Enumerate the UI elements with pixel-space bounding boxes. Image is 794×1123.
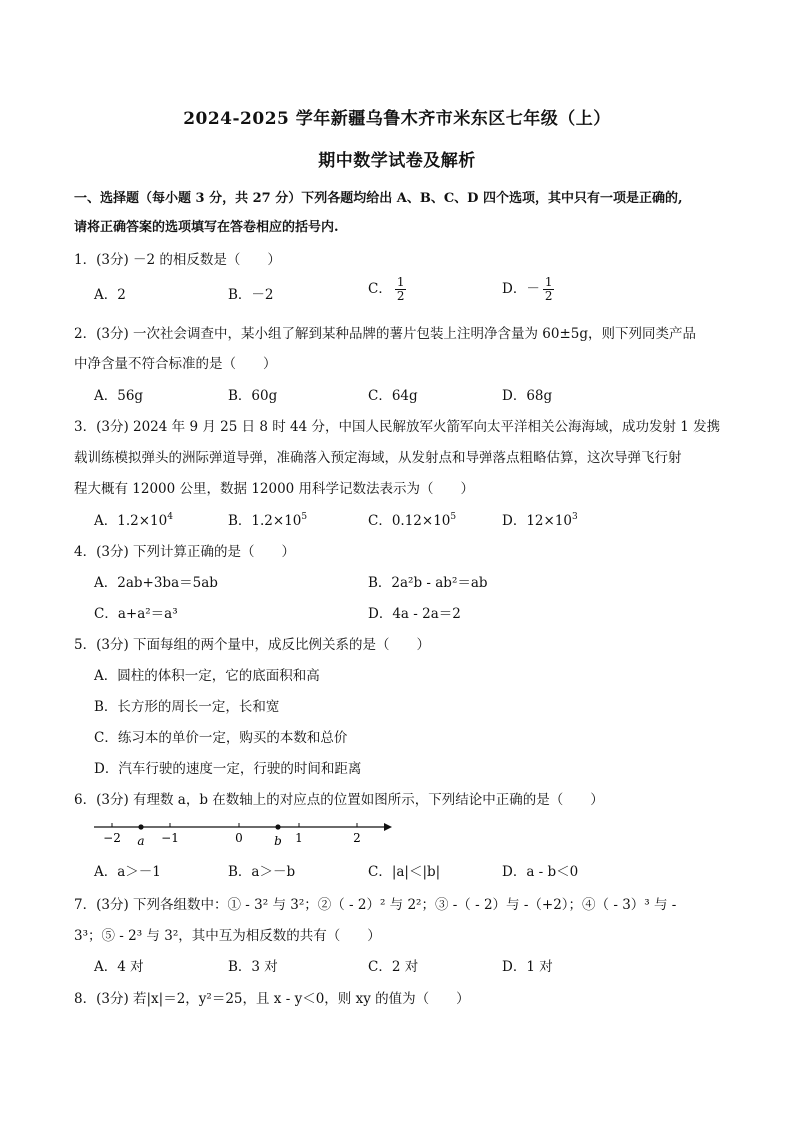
q1-option-d-label: D．－ <box>502 281 540 297</box>
q2-stem-line2: 中净含量不符合标准的是（ ） <box>74 356 277 372</box>
q3-stem-line2: 载训练模拟弹头的洲际弹道导弹，准确落入预定海域，从发射点和导弹落点粗略估算，这次导弹飞行射 <box>74 450 682 466</box>
fraction-numerator: 1 <box>396 275 405 289</box>
q3-option-b-exponent: 5 <box>301 512 308 522</box>
q6-option-d: D．a - b＜0 <box>502 864 579 880</box>
q7-option-d: D．1 对 <box>502 959 553 975</box>
q2-option-c: C．64g <box>368 388 418 404</box>
q6-stem: 6．(3分) 有理数 a，b 在数轴上的对应点的位置如图所示，下列结论中正确的是（ ） <box>74 792 604 808</box>
q3-option-d-exponent: 3 <box>572 512 578 522</box>
q3-option-d-base: D．12×10 <box>502 513 572 529</box>
q7-stem-line2: 3³；⑤ - 2³ 与 3²，其中互为相反数的共有（ ） <box>74 928 381 944</box>
q8-stem: 8．(3分) 若|x|＝2，y²＝25，且 x - y＜0，则 xy 的值为（ ） <box>74 991 470 1007</box>
q7-option-a: A．4 对 <box>94 959 144 975</box>
q1-option-a: A．2 <box>94 287 126 303</box>
q5-option-b: B．长方形的周长一定，长和宽 <box>94 699 280 715</box>
q2-option-b: B．60g <box>228 388 278 404</box>
q4-option-d: D．4a - 2a＝2 <box>368 606 461 622</box>
point-a-label: a <box>137 834 145 848</box>
q4-option-c: C．a+a²＝a³ <box>94 606 178 622</box>
q7-stem-line1: 7．(3分) 下列各组数中：① - 3² 与 3²；②（ - 2）² 与 2²；③ -（ - 2）与 -（+2）；④（ - 3）³ 与 - <box>74 897 677 913</box>
q6-option-a: A．a＞－1 <box>94 864 161 880</box>
q2-stem-line1: 2．(3分) 一次社会调查中，某小组了解到某种品牌的薯片包装上注明净含量为 60±5g，则下列同类产品 <box>74 326 697 342</box>
point-b-label: b <box>274 834 282 848</box>
q1-option-d-fraction <box>543 276 555 303</box>
q3-stem-line3: 程大概有 12000 公里，数据 12000 用科学记数法表示为（ ） <box>74 481 475 497</box>
q4-stem: 4．(3分) 下列计算正确的是（ ） <box>74 544 296 560</box>
q2-option-d: D．68g <box>502 388 553 404</box>
q3-option-a-base: A．1.2×10 <box>94 513 168 529</box>
q6-option-b: B．a＞－b <box>228 864 296 880</box>
q3-option-a-exponent: 4 <box>167 512 173 522</box>
tick-label-neg2: −2 <box>103 831 121 845</box>
q4-option-a: A．2ab+3ba＝5ab <box>94 575 218 591</box>
q4-option-b: B．2a²b - ab²＝ab <box>368 575 488 591</box>
q6-option-c: C．|a|＜|b| <box>368 864 441 880</box>
tick-label-neg1: −1 <box>161 831 179 845</box>
fraction-denominator: 2 <box>544 289 553 303</box>
q1-option-c <box>368 276 406 303</box>
q7-option-b: B．3 对 <box>228 959 278 975</box>
section-instruction-line1: 一、选择题（每小题 3 分，共 27 分）下列各题均给出 A、B、C、D 四个选项，其中只有一项是正确的, <box>74 191 683 206</box>
q3-option-c-base: C．0.12×10 <box>368 513 451 529</box>
q3-option-a <box>94 509 173 529</box>
tick-label-0: 0 <box>235 831 243 845</box>
q5-option-c: C．练习本的单价一定，购买的本数和总价 <box>94 730 348 746</box>
section-instruction-line2: 请将正确答案的选项填写在答卷相应的括号内. <box>74 220 339 235</box>
q3-option-b <box>228 509 307 529</box>
fraction-denominator: 2 <box>396 289 405 303</box>
q1-option-c-fraction <box>395 276 407 303</box>
q3-option-b-base: B．1.2×10 <box>228 513 302 529</box>
q5-stem: 5．(3分) 下面每组的两个量中，成反比例关系的是（ ） <box>74 637 431 653</box>
q1-option-b: B．－2 <box>228 287 274 303</box>
q2-option-a: A．56g <box>94 388 144 404</box>
q1-option-c-label: C． <box>368 281 392 297</box>
exam-title-line2: 期中数学试卷及解析 <box>318 151 476 171</box>
tick-label-1: 1 <box>295 831 303 845</box>
q5-option-a: A．圆柱的体积一定，它的底面积和高 <box>94 668 320 684</box>
point-a-dot <box>138 824 143 829</box>
exam-title-line1: 2024-2025 学年新疆乌鲁木齐市米东区七年级（上） <box>183 109 611 129</box>
tick-label-2: 2 <box>353 831 361 845</box>
q3-option-c-exponent: 5 <box>450 512 457 522</box>
q1-stem: 1．(3分) －2 的相反数是（ ） <box>74 252 281 268</box>
q7-option-c: C．2 对 <box>368 959 419 975</box>
number-line-arrow <box>384 823 392 831</box>
number-line-figure <box>90 818 395 852</box>
q5-option-d: D．汽车行驶的速度一定，行驶的时间和距离 <box>94 761 362 777</box>
fraction-numerator: 1 <box>544 275 553 289</box>
q3-option-d <box>502 509 578 529</box>
q3-stem-line1: 3．(3分) 2024 年 9 月 25 日 8 时 44 分，中国人民解放军火箭军向太平洋相关公海海域，成功发射 1 发携 <box>74 419 721 435</box>
q1-option-d <box>502 276 554 303</box>
point-b-dot <box>275 824 280 829</box>
q3-option-c <box>368 509 456 529</box>
